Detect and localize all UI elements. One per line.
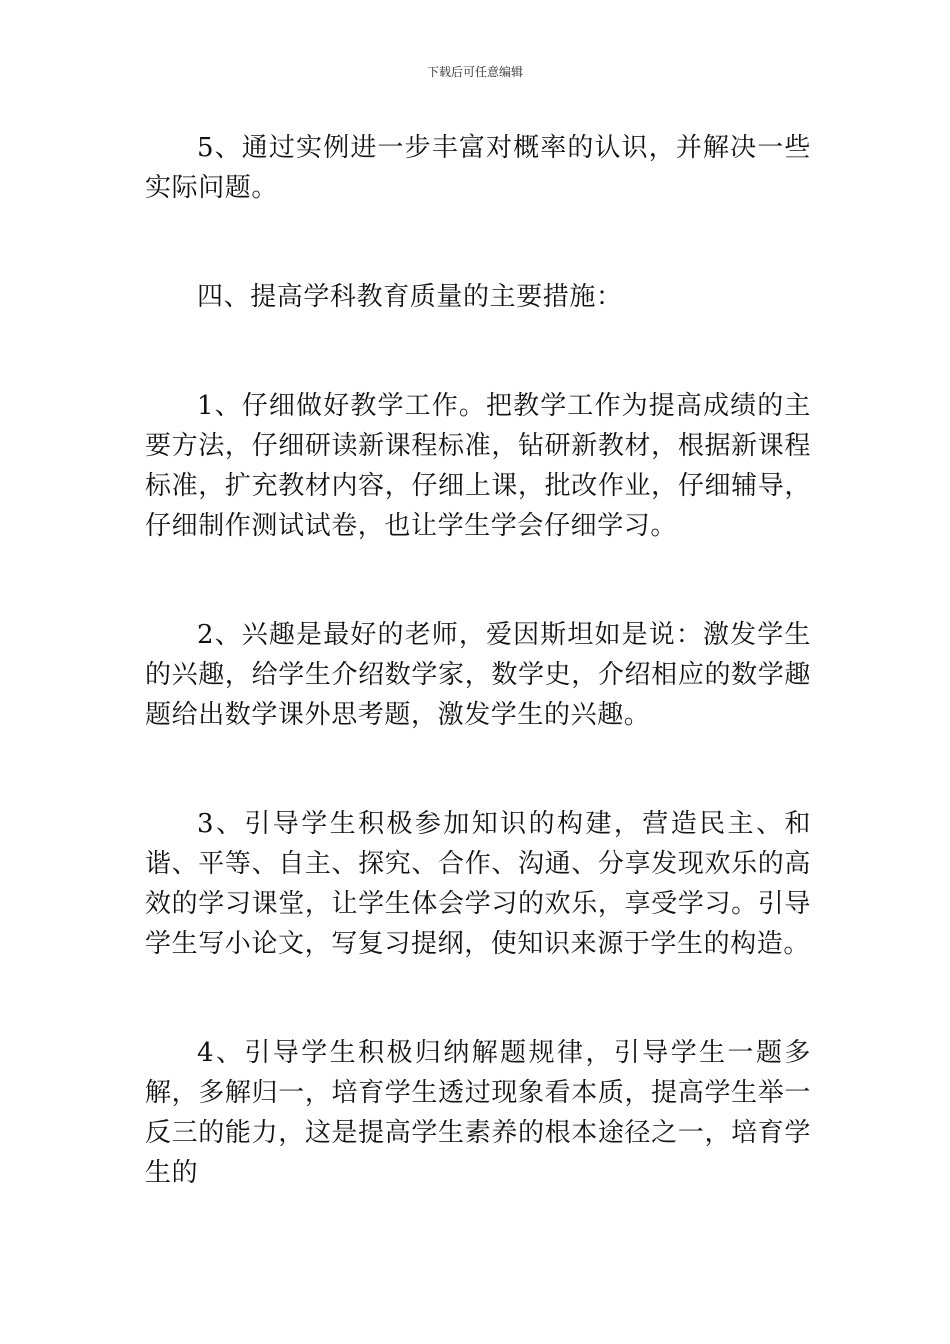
section-heading-measures: 四、提高学科教育质量的主要措施： (197, 282, 623, 312)
paragraph-measure-1: 1、仔细做好教学工作。把教学工作为提高成绩的主要方法，仔细研读新课程标准，钻研新教材，根据新课程标准，扩充教材内容，仔细上课，批改作业，仔细辅导，仔细制作测试试卷，也让学生学会仔细学习。 (145, 391, 811, 541)
paragraph-item-5: 5、通过实例进一步丰富对概率的认识，并解决一些实际问题。 (145, 133, 811, 203)
paragraph-measure-4: 4、引导学生积极归纳解题规律，引导学生一题多解，多解归一，培育学生透过现象看本质，提高学生举一反三的能力，这是提高学生素养的根本途径之一，培育学生的 (145, 1038, 811, 1188)
page-header-note: 下载后可任意编辑 (426, 65, 523, 79)
paragraph-measure-3: 3、引导学生积极参加知识的构建，营造民主、和谐、平等、自主、探究、合作、沟通、分享发现欢乐的高效的学习课堂，让学生体会学习的欢乐，享受学习。引导学生写小论文，写复习提纲，使知识来源于学生的构造。 (145, 809, 811, 959)
document-body (145, 128, 811, 1193)
paragraph-measure-2: 2、兴趣是最好的老师，爱因斯坦如是说：激发学生的兴趣，给学生介绍数学家，数学史，介绍相应的数学趣题给出数学课外思考题，激发学生的兴趣。 (145, 620, 811, 730)
